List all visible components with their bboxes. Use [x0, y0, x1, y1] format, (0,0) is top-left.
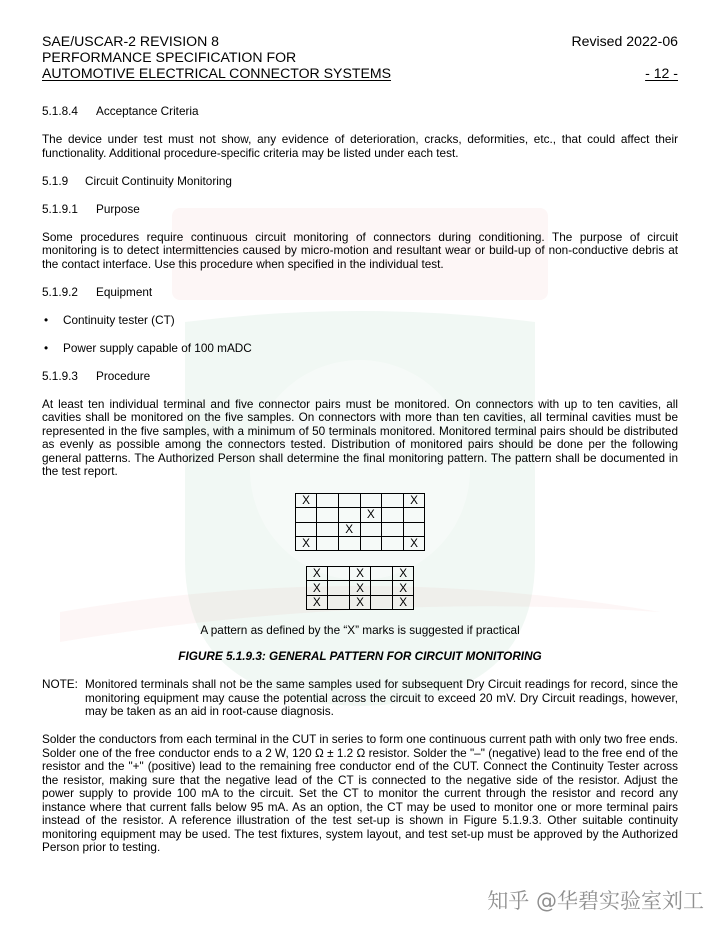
purpose-paragraph: Some procedures require continuous circuit monitoring of connectors during conditioning. The purpose of circuit monitoring is to detect intermittencies caused by micro-motion and resultant wear or build-up of non-conductive debris at the contact interface. Use this procedure when specified in the individual test.	[42, 230, 678, 271]
grid-cell	[382, 522, 404, 536]
monitoring-pattern-grid-large	[295, 493, 426, 551]
section-heading-5-1-9	[42, 175, 678, 189]
grid-row	[295, 508, 425, 522]
grid-cell: X	[295, 536, 317, 550]
grid-cell	[371, 595, 393, 609]
monitoring-pattern-grid-small	[306, 566, 415, 610]
note-text: Monitored terminals shall not be the same samples used for subsequent Dry Circuit readings for record, since the monitoring equipment may cause the potential across the circuit to exceed 20 mV. Dry Circuit readings, however, may be taken as an aid in root-cause diagnosis.	[85, 678, 678, 719]
grid-cell	[295, 522, 317, 536]
section-number: 5.1.8.4	[42, 105, 78, 118]
section-title: Circuit Continuity Monitoring	[85, 174, 232, 188]
figure-note: A pattern as defined by the “X” marks is suggested if practical	[200, 624, 520, 638]
grid-cell	[403, 508, 425, 522]
grid-cell	[382, 536, 404, 550]
grid-row	[295, 536, 425, 550]
test-setup-paragraph: Solder the conductors from each terminal in the CUT in series to form one continuous current path with only two free ends. Solder one of the free conductor ends to a 2 W, 120 Ω ± 1.2 Ω resistor. Solder the "–" (negative) lead to the free end of the resistor and the "+" (positive) lead to the remaining free conductor end of the CUT. Connect the Continuity Tester across the resistor, making sure that the negative lead of the CT is connected to the negative side of the resistor. Adjust the power supply to provide 100 mA to the circuit. Set the CT to monitor the current through the resistor and record any instance where that current falls below 95 mA. As an option, the CT may be used to monitor one or more terminal pairs instead of the resistor. A reference illustration of the test set-up is shown in Figure 5.1.9.3. Other suitable continuity monitoring equipment may be used. The test fixtures, system layout, and test set-up must be approved by the Authorized Person prior to testing.	[42, 733, 678, 855]
grid-cell: X	[403, 536, 425, 550]
list-item-text: Power supply capable of 100 mADC	[63, 341, 252, 355]
grid-row	[306, 581, 414, 595]
acceptance-criteria-paragraph: The device under test must not show, any evidence of deterioration, cracks, deformities, etc., that could affect their functionality. Additional procedure-specific criteria may be listed under each test.	[42, 133, 678, 160]
figure-5-1-9-3	[42, 493, 678, 663]
section-title: Acceptance Criteria	[96, 105, 199, 118]
equipment-list-item	[42, 342, 678, 356]
grid-cell	[317, 522, 339, 536]
bullet-icon: •	[44, 341, 49, 355]
grid-cell: X	[338, 522, 360, 536]
grid-row	[306, 567, 414, 581]
grid-cell: X	[392, 595, 414, 609]
section-heading-5-1-9-1	[42, 203, 678, 217]
grid-row	[295, 522, 425, 536]
zhihu-watermark: 知乎 @华碧实验室刘工	[487, 889, 704, 913]
document-subtitle: PERFORMANCE SPECIFICATION FOR	[42, 49, 297, 65]
section-heading-5-1-9-3	[42, 370, 678, 384]
note-block	[42, 678, 678, 719]
grid-cell	[338, 494, 360, 508]
equipment-list-item	[42, 314, 678, 328]
section-title: Purpose	[96, 202, 140, 216]
bullet-icon: •	[44, 313, 49, 327]
grid-cell: X	[360, 508, 382, 522]
grid-cell	[371, 581, 393, 595]
grid-cell	[317, 536, 339, 550]
figure-caption: FIGURE 5.1.9.3: GENERAL PATTERN FOR CIRCUIT MONITORING	[178, 649, 542, 663]
grid-cell	[328, 581, 350, 595]
grid-cell: X	[349, 567, 371, 581]
grid-cell	[328, 595, 350, 609]
grid-cell	[328, 567, 350, 581]
grid-cell: X	[392, 567, 414, 581]
note-label: NOTE:	[42, 678, 78, 692]
procedure-paragraph: At least ten individual terminal and five connector pairs must be monitored. On connectors with up to ten cavities, all cavities shall be monitored on the five samples. On connectors with more than ten cavities, all terminal cavities must be represented in the five samples, with a minimum of 50 terminals monitored. Monitored terminal pairs should be distributed as evenly as possible among the connectors tested. Distribution of monitored pairs should be done per the following general patterns. The Authorized Person shall determine the final monitoring pattern. The pattern shall be documented in the test report.	[42, 397, 678, 478]
header-row-3	[42, 65, 678, 81]
document-title: SAE/USCAR-2 REVISION 8	[42, 33, 220, 49]
section-title: Procedure	[96, 369, 151, 383]
section-number: 5.1.9.1	[42, 202, 78, 216]
grid-cell	[338, 508, 360, 522]
page-body	[42, 105, 678, 869]
grid-cell	[295, 508, 317, 522]
header-row-1	[42, 33, 678, 49]
section-number: 5.1.9.2	[42, 285, 78, 299]
section-heading-5-1-9-2	[42, 286, 678, 300]
grid-cell	[360, 522, 382, 536]
section-number: 5.1.9.3	[42, 369, 78, 383]
grid-cell: X	[295, 494, 317, 508]
grid-cell: X	[403, 494, 425, 508]
page-header	[42, 33, 678, 81]
grid-cell	[403, 522, 425, 536]
grid-cell: X	[392, 581, 414, 595]
grid-cell	[338, 536, 360, 550]
section-number: 5.1.9	[42, 174, 69, 188]
list-item-text: Continuity tester (CT)	[63, 313, 175, 327]
grid-cell	[371, 567, 393, 581]
grid-cell: X	[306, 567, 328, 581]
grid-cell: X	[349, 581, 371, 595]
grid-cell: X	[306, 581, 328, 595]
grid-cell	[360, 536, 382, 550]
document-subtitle-continued: AUTOMOTIVE ELECTRICAL CONNECTOR SYSTEMS	[42, 65, 392, 81]
grid-cell	[317, 494, 339, 508]
grid-cell	[382, 508, 404, 522]
header-row-2	[42, 49, 678, 65]
grid-cell	[360, 494, 382, 508]
grid-row	[295, 494, 425, 508]
grid-cell	[317, 508, 339, 522]
page-number: - 12 -	[645, 65, 678, 81]
revision-date: Revised 2022-06	[571, 33, 678, 49]
section-title: Equipment	[96, 285, 153, 299]
grid-cell: X	[306, 595, 328, 609]
grid-cell: X	[349, 595, 371, 609]
grid-cell	[382, 494, 404, 508]
section-heading-5-1-8-4	[42, 105, 678, 119]
grid-row	[306, 595, 414, 609]
